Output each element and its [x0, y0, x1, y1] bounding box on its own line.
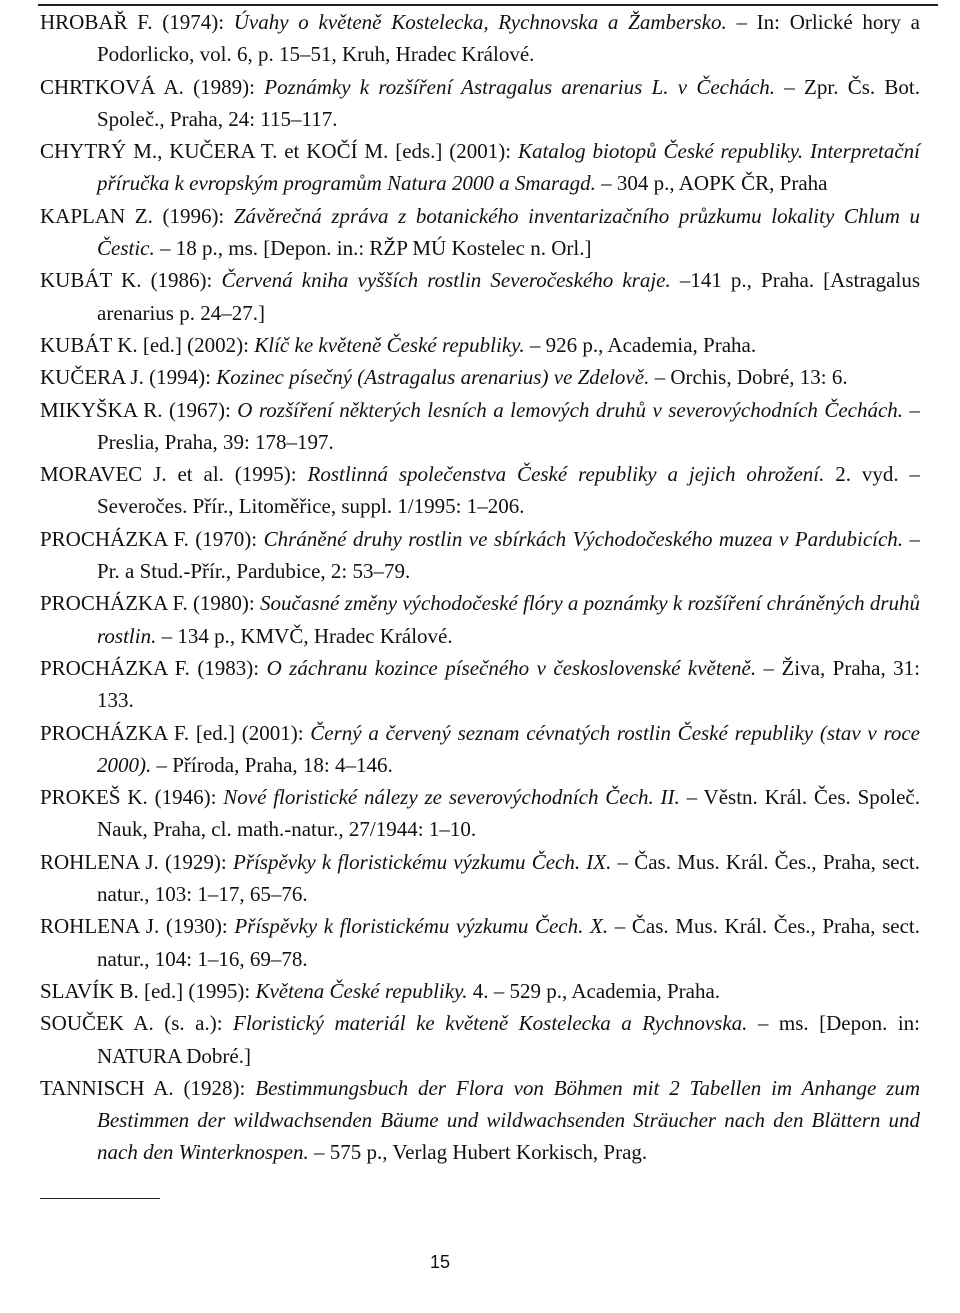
reference-source: – 304 p., AOPK ČR, Praha	[595, 171, 828, 196]
reference-title: Katalog biotopů České republiky. Interpretační příručka k evropským programům Natura 2000 a Smaragd.	[97, 139, 920, 196]
reference-title: Příspěvky k floristickému výzkumu Čech. IX.	[232, 849, 612, 874]
reference-entry	[40, 71, 920, 136]
reference-author: MORAVEC J. et al. (1995):	[40, 462, 308, 487]
reference-source: – 134 p., KMVČ, Hradec Králové.	[156, 623, 453, 648]
reference-entry	[40, 394, 920, 459]
reference-title: Příspěvky k floristickému výzkumu Čech. X.	[234, 914, 609, 939]
reference-author: KUČERA J. (1994):	[40, 365, 217, 390]
reference-source: –141 p., Praha. [Astragalus arenarius p. 24–27.]	[97, 268, 920, 325]
reference-author: PROCHÁZKA F. [ed.] (2001):	[40, 720, 311, 745]
reference-title: Poznámky k rozšíření Astragalus arenarius L. v Čechách.	[264, 74, 776, 99]
page-number: 15	[429, 1252, 451, 1272]
reference-entry	[40, 781, 920, 846]
reference-author: PROCHÁZKA F. (1983):	[40, 655, 267, 680]
reference-source: 4. – 529 p., Academia, Praha.	[467, 978, 721, 1003]
reference-title: Klíč ke květeně České republiky.	[254, 332, 525, 357]
reference-title: Závěrečná zpráva z botanického inventarizačního průzkumu lokality Chlum u Čestic.	[97, 203, 920, 261]
reference-author: KUBÁT K. [ed.] (2002):	[40, 332, 255, 357]
reference-title: Kozinec písečný (Astragalus arenarius) ve Zdelově.	[216, 365, 650, 390]
reference-title: Černý a červený seznam cévnatých rostlin České republiky (stav v roce 2000).	[97, 720, 920, 777]
reference-title: Floristický materiál ke květeně Kostelecka a Rychnovska.	[233, 1011, 748, 1036]
reference-list	[40, 6, 920, 1169]
reference-source: 2. vyd. – Severočes. Přír., Litoměřice, suppl. 1/1995: 1–206.	[97, 462, 920, 519]
reference-entry	[40, 652, 920, 717]
reference-entry	[40, 717, 920, 782]
reference-author: HROBAŘ F. (1974):	[40, 10, 234, 34]
reference-entry	[40, 910, 920, 975]
reference-source: – 18 p., ms. [Depon. in.: RŽP MÚ Kostelec n. Orl.]	[154, 236, 592, 261]
reference-entry	[40, 587, 920, 652]
reference-source: – Příroda, Praha, 18: 4–146.	[151, 752, 393, 777]
reference-author: SOUČEK A. (s. a.):	[40, 1011, 234, 1036]
reference-source: – Pr. a Stud.-Přír., Pardubice, 2: 53–79.	[97, 526, 920, 584]
reference-entry	[40, 1072, 920, 1169]
reference-entry	[40, 200, 920, 265]
reference-title: Červená kniha vyšších rostlin Severočeského kraje.	[221, 268, 671, 293]
reference-source: – ms. [Depon. in: NATURA Dobré.]	[97, 1011, 921, 1068]
reference-author: ROHLENA J. (1929):	[40, 849, 233, 874]
reference-source: – 926 p., Academia, Praha.	[524, 332, 757, 357]
reference-source: – 575 p., Verlag Hubert Korkisch, Prag.	[308, 1140, 648, 1165]
reference-author: SLAVÍK B. [ed.] (1995):	[40, 978, 256, 1003]
reference-source: – In: Orlické hory a Podorlicko, vol. 6, p. 15–51, Kruh, Hradec Králové.	[97, 10, 920, 67]
reference-title: Květena České republiky.	[255, 978, 468, 1003]
reference-title: O rozšíření některých lesních a lemových druhů v severovýchodních Čechách.	[237, 397, 904, 422]
reference-author: KAPLAN Z. (1996):	[40, 203, 234, 228]
reference-title: Rostlinná společenstva České republiky a jejich ohrožení.	[307, 462, 825, 487]
reference-author: KUBÁT K. (1986):	[40, 268, 222, 293]
reference-title: Chráněné druhy rostlin ve sbírkách Východočeského muzea v Pardubicích.	[263, 526, 904, 551]
reference-entry	[40, 264, 920, 329]
reference-author: PROCHÁZKA F. (1970):	[40, 526, 264, 551]
reference-entry	[40, 6, 920, 71]
reference-title: Současné změny východočeské flóry a poznámky k rozšíření chráněných druhů rostlin.	[97, 591, 920, 648]
reference-entry	[40, 361, 920, 393]
reference-entry	[40, 846, 920, 911]
reference-source: – Živa, Praha, 31: 133.	[97, 655, 920, 713]
reference-author: ROHLENA J. (1930):	[40, 914, 235, 939]
reference-entry	[40, 458, 920, 523]
reference-title: Úvahy o květeně Kostelecka, Rychnovska a Žambersko.	[233, 10, 727, 34]
reference-author: MIKYŠKA R. (1967):	[40, 397, 238, 422]
reference-entry	[40, 329, 920, 361]
reference-author: TANNISCH A. (1928):	[40, 1075, 256, 1100]
reference-author: PROCHÁZKA F. (1980):	[40, 591, 261, 616]
reference-source: – Zpr. Čs. Bot. Společ., Praha, 24: 115–117.	[97, 74, 920, 131]
reference-entry	[40, 975, 920, 1007]
reference-entry	[40, 135, 920, 200]
reference-author: PROKEŠ K. (1946):	[40, 785, 224, 810]
reference-author: CHRTKOVÁ A. (1989):	[40, 74, 265, 99]
reference-entry	[40, 523, 920, 588]
reference-author: CHYTRÝ M., KUČERA T. et KOČÍ M. [eds.] (2001):	[40, 139, 518, 164]
reference-title: Nové floristické nálezy ze severovýchodních Čech. II.	[223, 785, 680, 810]
reference-source: – Čas. Mus. Král. Čes., Praha, sect. natur., 104: 1–16, 69–78.	[97, 914, 920, 971]
reference-title: Bestimmungsbuch der Flora von Böhmen mit 2 Tabellen im Anhange zum Bestimmen der wildwachsenden Bäume und wildwachsenden Sträucher nach den Blättern und nach den Winterknospen.	[97, 1075, 920, 1165]
reference-source: – Preslia, Praha, 39: 178–197.	[97, 397, 920, 454]
bottom-rule	[40, 1198, 160, 1199]
reference-entry	[40, 1007, 920, 1072]
reference-title: O záchranu kozince písečného v československé květeně.	[266, 655, 757, 680]
reference-source: – Orchis, Dobré, 13: 6.	[649, 365, 848, 390]
reference-source: – Věstn. Král. Čes. Společ. Nauk, Praha, cl. math.-natur., 27/1944: 1–10.	[97, 785, 920, 842]
reference-source: – Čas. Mus. Král. Čes., Praha, sect. natur., 103: 1–17, 65–76.	[97, 849, 920, 907]
